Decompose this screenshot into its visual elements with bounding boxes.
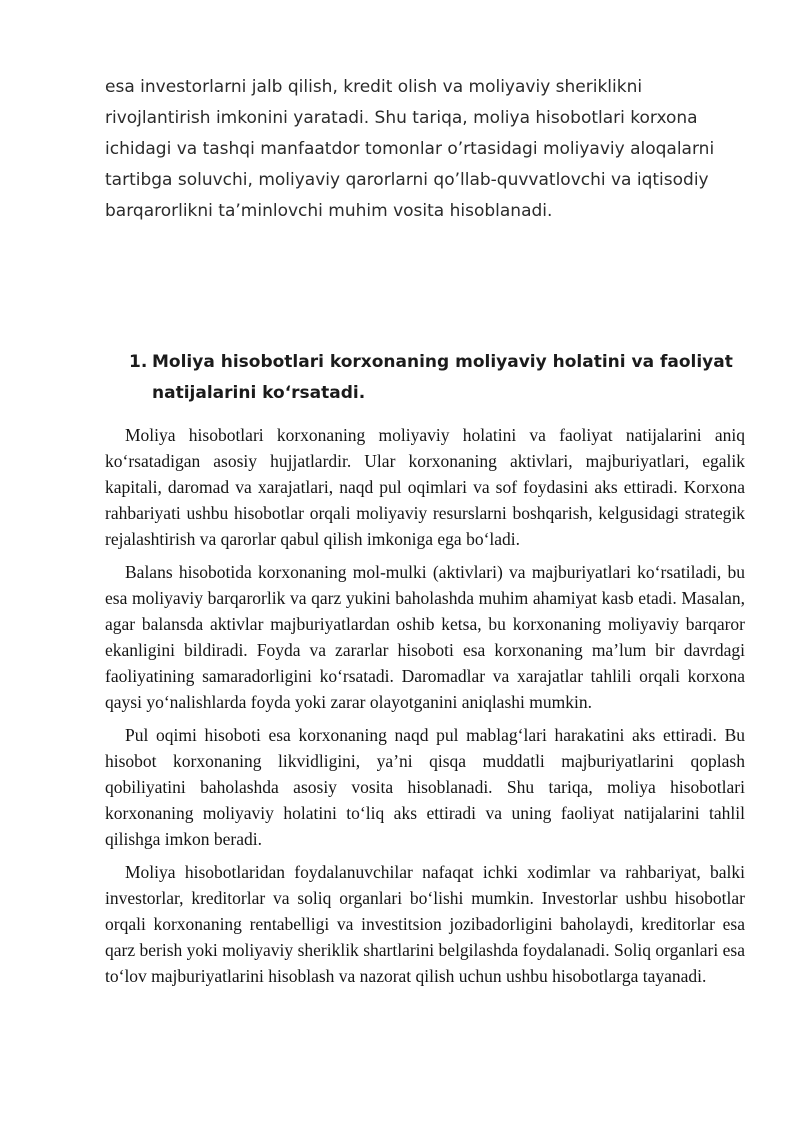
body-paragraph: Balans hisobotida korxonaning mol-mulki (aktivlari) va majburiyatlari ko‘rsatiladi, bu esa moliyaviy barqarorlik va qarz yukini baholashda muhim ahamiyat kasb etadi. Masalan, agar balansda aktivlar majburiyatlardan oshib ketsa, bu korxonaning moliyaviy barqaror ekanligini bildiradi. Foyda va zararlar hisoboti esa korxonaning ma’lum bir davrdagi faoliyatining samaradorligini ko‘rsatadi. Daromadlar va xarajatlar tahlili orqali korxona qaysi yo‘nalishlarda foyda yoki zarar olayotganini aniqlashi mumkin. <box>105 562 745 712</box>
intro-paragraph: esa investorlarni jalb qilish, kredit olish va moliyaviy sheriklikni rivojlantirish imkonini yaratadi. Shu tariqa, moliya hisobotlari korxona ichidagi va tashqi manfaatdor tomonlar o’rtasidagi moliyaviy aloqalarni tartibga soluvchi, moliyaviy qarorlarni qo’llab-quvvatlovchi va iqtisodiy barqarorlikni ta’minlovchi muhim vosita hisoblanadi. <box>105 77 715 221</box>
document-content <box>105 0 745 996</box>
body-paragraph: Moliya hisobotlari korxonaning moliyaviy holatini va faoliyat natijalarini aniq ko‘rsatadigan asosiy hujjatlardir. Ular korxonaning aktivlari, majburiyatlari, egalik kapitali, daromad va xarajatlari, naqd pul oqimlari va sof foydasini aks ettiradi. Korxona rahbariyati ushbu hisobotlar orqali moliyaviy resurslarni boshqarish, kelgusidagi strategik rejalashtirish va qarorlar qabul qilish imkoniga ega bo‘ladi. <box>105 425 745 549</box>
section-heading <box>105 347 745 409</box>
section-heading-number: 1. <box>129 352 148 372</box>
body-paragraph: Pul oqimi hisoboti esa korxonaning naqd pul mablag‘lari harakatini aks ettiradi. Bu hisobot korxonaning likvidligini, ya’ni qisqa muddatli majburiyatlarini qoplash qobiliyatini baholashda asosiy vosita hisoblanadi. Shu tariqa, moliya hisobotlari korxonaning moliyaviy holatini to‘liq aks ettiradi va uning faoliyat natijalarini tahlil qilishga imkon beradi. <box>105 725 745 849</box>
section-heading-text: Moliya hisobotlari korxonaning moliyaviy holatini va faoliyat natijalarini ko‘rsatadi. <box>152 352 733 403</box>
body-paragraph: Moliya hisobotlaridan foydalanuvchilar nafaqat ichki xodimlar va rahbariyat, balki investorlar, kreditorlar va soliq organlari bo‘lishi mumkin. Investorlar ushbu hisobotlar orqali korxonaning rentabelligi va investitsion jozibadorligini baholaydi, kreditorlar esa qarz berish yoki moliyaviy sheriklik shartlarini belgilashda foydalanadi. Soliq organlari esa to‘lov majburiyatlarini hisoblash va nazorat qilish uchun ushbu hisobotlarga tayanadi. <box>105 862 745 986</box>
